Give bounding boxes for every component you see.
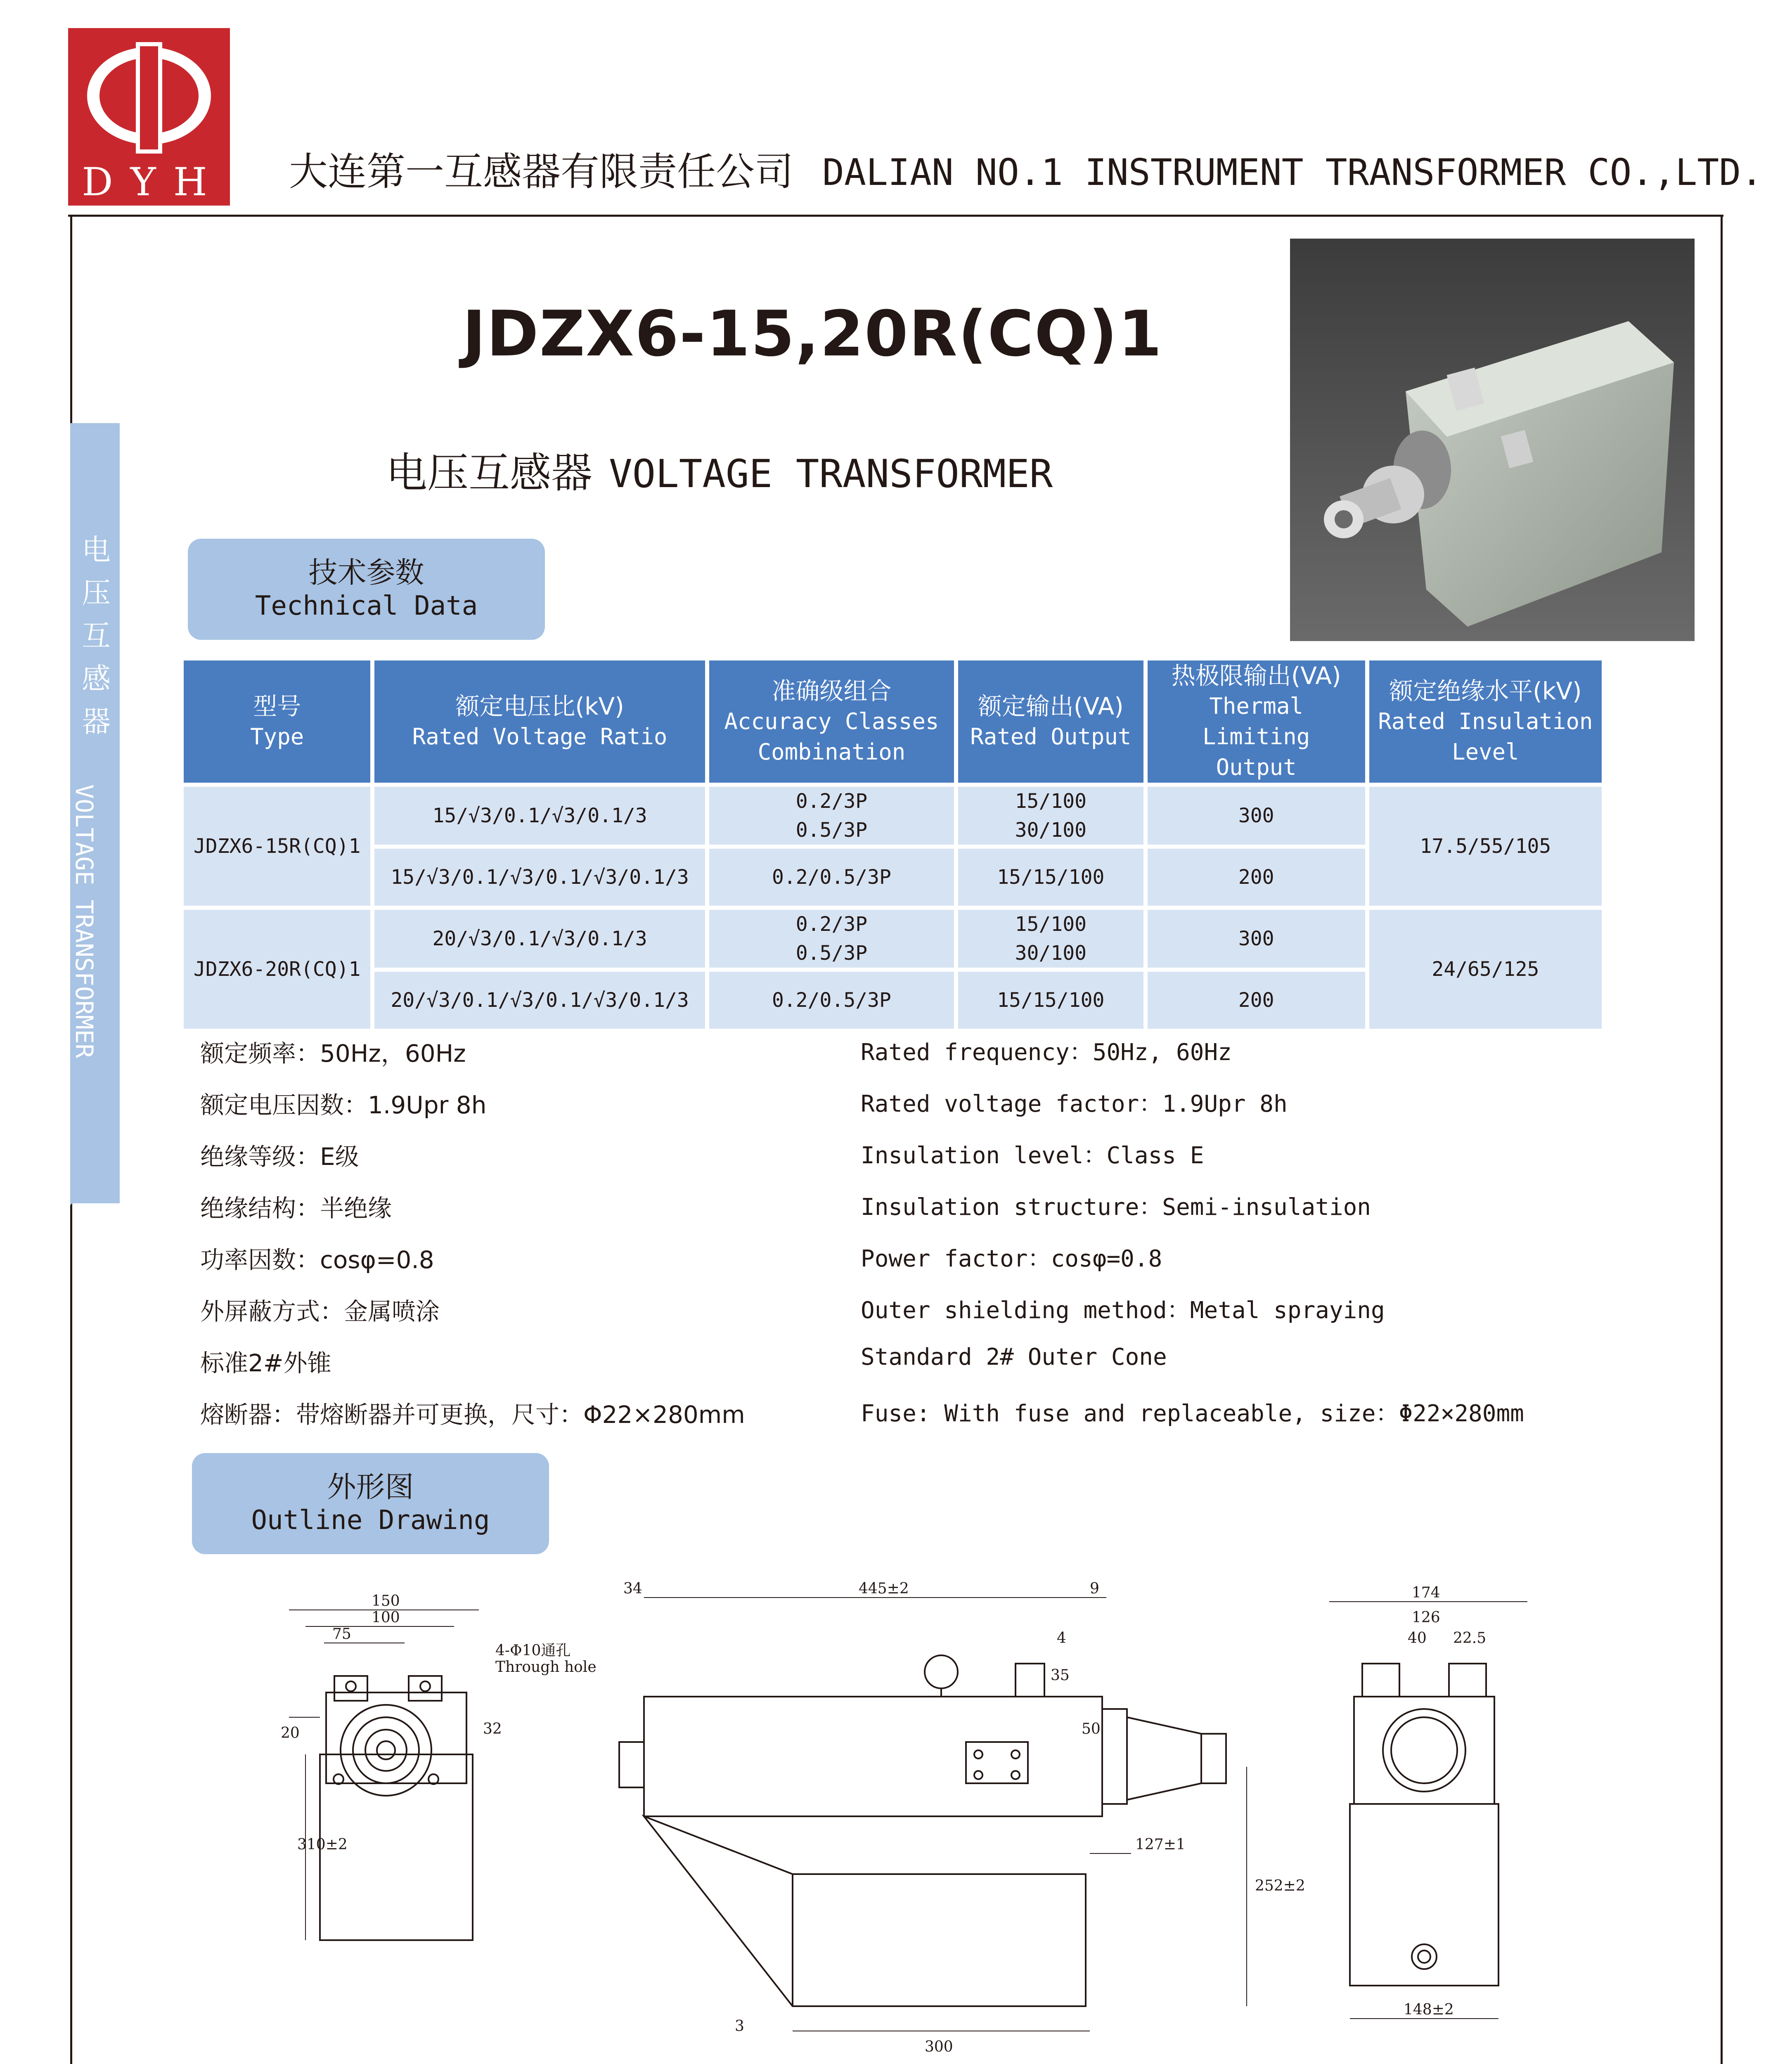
- dim-label: 127±1: [1135, 1836, 1186, 1853]
- technical-data-label: [188, 539, 545, 640]
- dim-label: 20: [281, 1725, 300, 1742]
- product-photo: [1290, 239, 1695, 641]
- table-header-row: [184, 660, 1602, 783]
- spec-item-cn: 绝缘结构：半绝缘: [200, 1194, 392, 1222]
- page-subtitle: [386, 440, 1053, 499]
- cell-type: JDZX6-15R(CQ)1: [184, 787, 370, 906]
- technical-data-label-en: Technical Data: [255, 591, 478, 621]
- header-voltage-ratio: 额定电压比(kV) Rated Voltage Ratio: [374, 660, 705, 783]
- company-name-cn: 大连第一互感器有限责任公司: [289, 149, 794, 194]
- side-tab-tip: [70, 1110, 120, 1210]
- dim-label: 148±2: [1404, 2001, 1454, 2018]
- header-thermal-output: 热极限输出(VA) Thermal Limiting Output: [1148, 660, 1365, 783]
- logo-text: DYH: [82, 160, 225, 205]
- header-insulation-level: 额定绝缘水平(kV) Rated Insulation Level: [1369, 660, 1602, 783]
- table-row: [184, 910, 1602, 968]
- cell-thermal: 300: [1148, 910, 1365, 968]
- cell-output: 15/15/100: [958, 972, 1143, 1029]
- dim-label: 126: [1412, 1609, 1440, 1626]
- dim-label: 300: [925, 2038, 953, 2055]
- cell-type: JDZX6-20R(CQ)1: [184, 910, 370, 1029]
- spec-item-en: Insulation structure：Semi-insulation: [861, 1194, 1371, 1221]
- dim-label: Through hole: [495, 1659, 597, 1676]
- dim-label: 32: [483, 1721, 502, 1737]
- dim-label: 4: [1057, 1630, 1066, 1647]
- spec-item-cn: 额定电压因数：1.9Upr 8h: [200, 1091, 487, 1119]
- dim-label: 34: [623, 1580, 642, 1597]
- cell-output: 15/15/100: [958, 849, 1143, 906]
- outline-drawing-label-cn: 外形图: [327, 1470, 414, 1504]
- dim-label: 75: [332, 1626, 351, 1643]
- end-view-dims: [1404, 1584, 1486, 2018]
- dim-label: 310±2: [297, 1836, 348, 1853]
- dim-label: 445±2: [859, 1580, 909, 1597]
- cell-ratio: 15/√3/0.1/√3/0.1/3: [374, 787, 705, 845]
- side-view: [619, 1598, 1247, 2031]
- company-logo: [68, 28, 230, 206]
- spec-item-en: Rated voltage factor：1.9Upr 8h: [861, 1091, 1288, 1117]
- subtitle-en: VOLTAGE TRANSFORMER: [609, 452, 1053, 497]
- dim-label: 100: [372, 1609, 400, 1626]
- cell-thermal: 300: [1148, 787, 1365, 845]
- spec-item-cn: 功率因数：cosφ=0.8: [200, 1246, 434, 1274]
- cell-accuracy: 0.2/3P 0.5/3P: [709, 787, 954, 845]
- dim-label: 40: [1408, 1630, 1427, 1647]
- end-view: [1329, 1602, 1527, 2019]
- spec-item-cn: 额定频率：50Hz，60Hz: [200, 1039, 466, 1068]
- dim-label: 3: [735, 2018, 744, 2035]
- spec-item-en: Insulation level：Class E: [861, 1142, 1204, 1169]
- cell-insulation: 24/65/125: [1369, 910, 1602, 1029]
- table-row: [184, 787, 1602, 845]
- cell-ratio: 15/√3/0.1/√3/0.1/√3/0.1/3: [374, 849, 705, 906]
- spec-item-cn: 熔断器：带熔断器并可更换，尺寸：Φ22×280mm: [200, 1401, 745, 1429]
- cell-ratio: 20/√3/0.1/√3/0.1/√3/0.1/3: [374, 972, 705, 1029]
- company-name-en: DALIAN NO.1 INSTRUMENT TRANSFORMER CO.,LTD.: [822, 151, 1763, 194]
- dim-label: 50: [1082, 1721, 1101, 1737]
- dim-label: 150: [372, 1593, 400, 1610]
- outline-drawing-label-en: Outline Drawing: [251, 1505, 490, 1536]
- side-tab-label-en: VOLTAGE TRANSFORMER: [70, 784, 98, 1058]
- page-title: JDZX6-15,20R(CQ)1: [462, 297, 1163, 370]
- side-tab-label-cn: [78, 528, 115, 743]
- spec-item-cn: 绝缘等级：E级: [200, 1143, 359, 1171]
- cell-output: 15/100 30/100: [958, 787, 1143, 845]
- spec-item-en: Rated frequency：50Hz, 60Hz: [861, 1039, 1232, 1066]
- transformer-photo-illustration: [1290, 239, 1695, 641]
- cell-ratio: 20/√3/0.1/√3/0.1/3: [374, 910, 705, 968]
- outline-drawing: [248, 1560, 1569, 2064]
- company-name: [289, 140, 1763, 196]
- spec-item-en: Outer shielding method：Metal spraying: [861, 1297, 1385, 1324]
- outline-drawing-label: [192, 1453, 549, 1554]
- phi-logo-icon: [74, 34, 224, 158]
- cell-thermal: 200: [1148, 849, 1365, 906]
- side-view-dims: [623, 1580, 1305, 2055]
- subtitle-cn: 电压互感器: [386, 449, 592, 497]
- cell-output: 15/100 30/100: [958, 910, 1143, 968]
- cell-thermal: 200: [1148, 972, 1365, 1029]
- cell-accuracy: 0.2/0.5/3P: [709, 972, 954, 1029]
- front-view: [289, 1610, 479, 1940]
- spec-item-cn: 外屏蔽方式：金属喷涂: [200, 1297, 440, 1326]
- header-type: 型号 Type: [184, 660, 370, 783]
- cell-insulation: 17.5/55/105: [1369, 787, 1602, 906]
- side-tab-cn-text: 电压互感器: [82, 533, 111, 738]
- technical-data-table: [180, 656, 1606, 1033]
- spec-item-cn: 标准2#外锥: [200, 1349, 331, 1377]
- spec-item-en: Standard 2# Outer Cone: [861, 1344, 1167, 1370]
- dim-label: 4-Φ10通孔: [495, 1642, 571, 1659]
- dim-label: 174: [1412, 1584, 1440, 1601]
- dim-label: 252±2: [1255, 1877, 1305, 1894]
- header-rated-output: 额定输出(VA) Rated Output: [958, 660, 1143, 783]
- spec-item-en: Power factor：cosφ=0.8: [861, 1245, 1162, 1272]
- cell-accuracy: 0.2/3P 0.5/3P: [709, 910, 954, 968]
- front-view-dims: [281, 1593, 597, 1853]
- dim-label: 9: [1090, 1580, 1099, 1597]
- dim-label: 35: [1051, 1667, 1070, 1684]
- header-accuracy: 准确级组合 Accuracy Classes Combination: [709, 660, 954, 783]
- cell-accuracy: 0.2/0.5/3P: [709, 849, 954, 906]
- technical-data-label-cn: 技术参数: [308, 556, 424, 589]
- dim-label: 22.5: [1453, 1630, 1487, 1647]
- spec-item-en: Fuse: With fuse and replaceable, size：Φ22×280mm: [861, 1400, 1524, 1427]
